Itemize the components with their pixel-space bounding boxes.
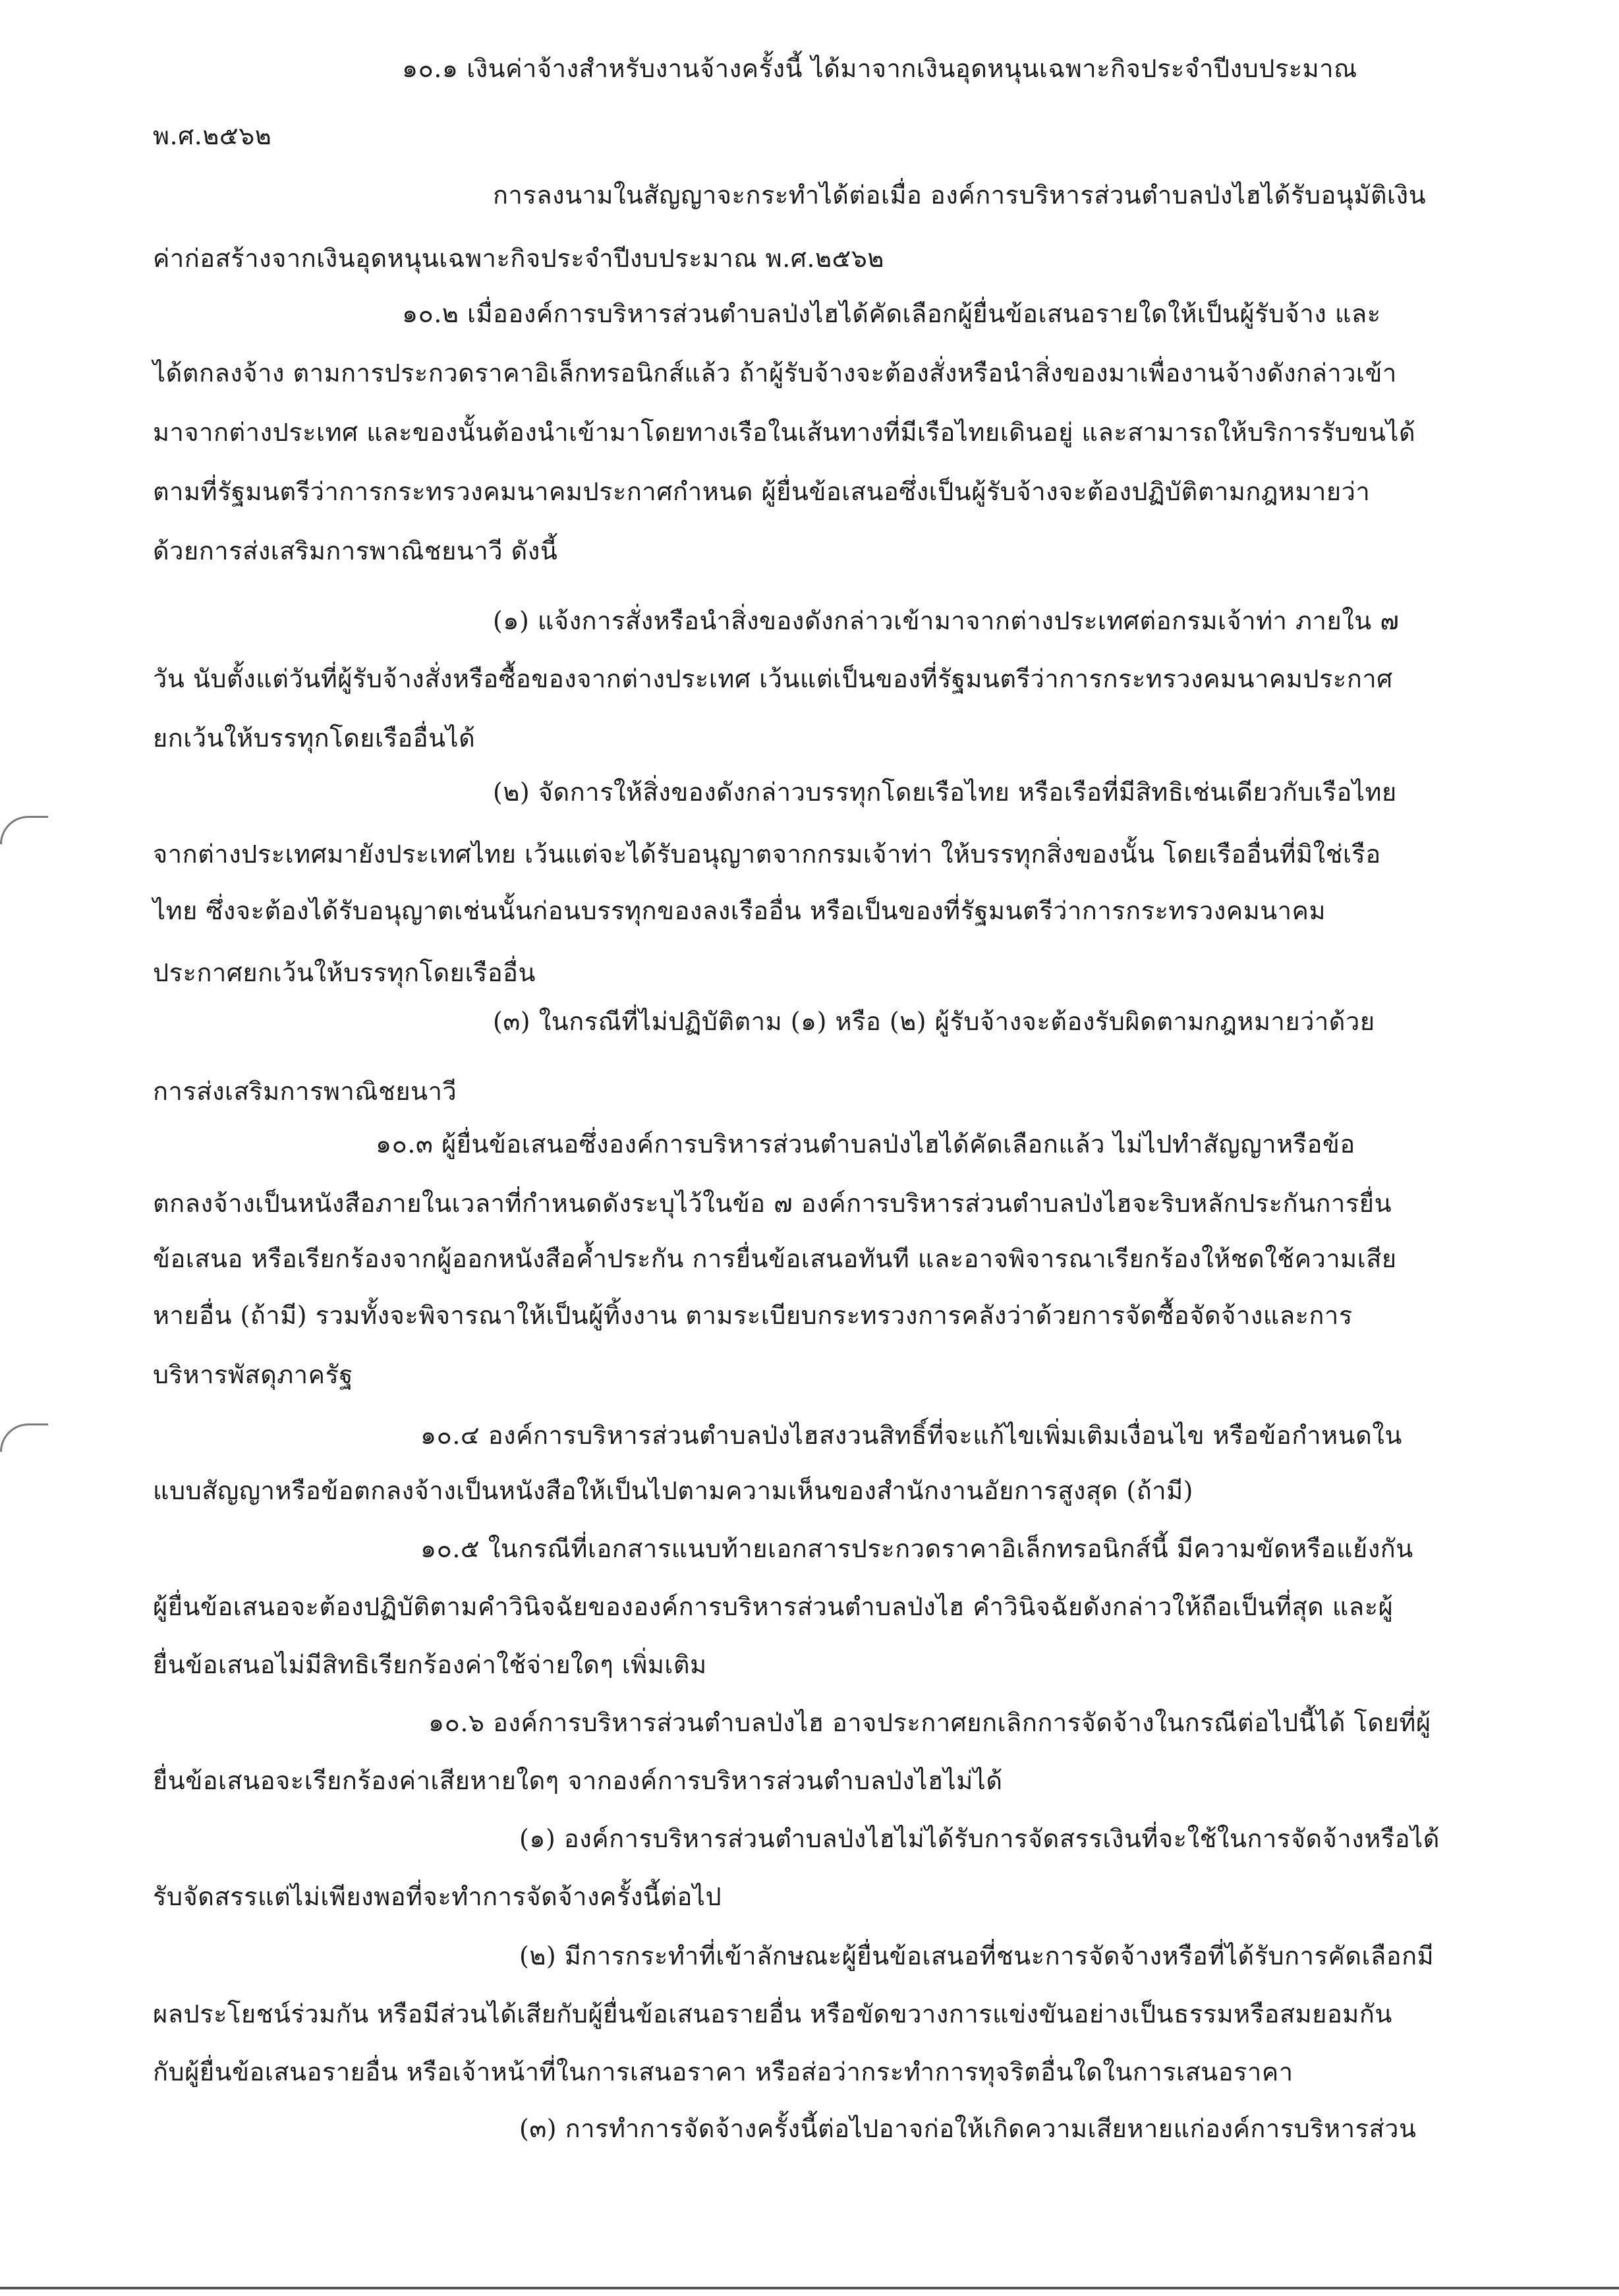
text-line: ๑๐.๑ เงินค่าจ้างสำหรับงานจ้างครั้งนี้ ได้มาจากเงินอุดหนุนเฉพาะกิจประจำปีงบประมาณ — [402, 54, 1357, 83]
text-line: (๒) มีการกระทำที่เข้าลักษณะผู้ยื่นข้อเสนอที่ชนะการจัดจ้างหรือที่ได้รับการคัดเลือกมี — [519, 1941, 1434, 1970]
text-line: ได้ตกลงจ้าง ตามการประกวดราคาอิเล็กทรอนิกส์แล้ว ถ้าผู้รับจ้างจะต้องสั่งหรือนำสิ่งของมาเพื่องานจ้างดังกล่าวเข้า — [153, 359, 1397, 387]
text-line: การส่งเสริมการพาณิชยนาวี — [153, 1077, 457, 1106]
text-line: พ.ศ.๒๕๖๒ — [153, 121, 272, 150]
text-line: ผลประโยชน์ร่วมกัน หรือมีส่วนได้เสียกับผู้ยื่นข้อเสนอรายอื่น หรือขัดขวางการแข่งขันอย่างเป็นธรรมหรือสมยอมกัน — [153, 1999, 1392, 2028]
text-line: ข้อเสนอ หรือเรียกร้องจากผู้ออกหนังสือค้ำประกัน การยื่นข้อเสนอทันที และอาจพิจารณาเรียกร้องให้ชดใช้ความเสีย — [153, 1244, 1397, 1273]
text-line: ตกลงจ้างเป็นหนังสือภายในเวลาที่กำหนดดังระบุไว้ในข้อ ๗ องค์การบริหารส่วนตำบลป่งไฮจะริบหลักประกันการยื่น — [153, 1189, 1392, 1218]
text-line: รับจัดสรรแต่ไม่เพียงพอที่จะทำการจัดจ้างครั้งนี้ต่อไป — [153, 1882, 722, 1911]
text-line: ประกาศยกเว้นให้บรรทุกโดยเรืออื่น — [153, 958, 536, 987]
text-line: (๓) ในกรณีที่ไม่ปฏิบัติตาม (๑) หรือ (๒) ผู้รับจ้างจะต้องรับผิดตามกฎหมายว่าด้วย — [493, 1007, 1375, 1036]
text-line: ยื่นข้อเสนอจะเรียกร้องค่าเสียหายใดๆ จากองค์การบริหารส่วนตำบลป่งไฮไม่ได้ — [153, 1766, 1003, 1795]
text-line: (๒) จัดการให้สิ่งของดังกล่าวบรรทุกโดยเรือไทย หรือเรือที่มีสิทธิเช่นเดียวกับเรือไทย — [493, 778, 1397, 807]
text-line: ผู้ยื่นข้อเสนอจะต้องปฏิบัติตามคำวินิจฉัยขององค์การบริหารส่วนตำบลป่งไฮ คำวินิจฉัยดังกล่าวให้ถือเป็นที่สุด และผู้ — [153, 1592, 1394, 1621]
text-line: กับผู้ยื่นข้อเสนอรายอื่น หรือเจ้าหน้าที่ในการเสนอราคา หรือส่อว่ากระทำการทุจริตอื่นใดในการเสนอราคา — [153, 2057, 1293, 2086]
text-line: ๑๐.๔ องค์การบริหารส่วนตำบลป่งไฮสงวนสิทธิ์ที่จะแก้ไขเพิ่มเติมเงื่อนไข หรือข้อกำหนดใน — [420, 1421, 1402, 1450]
text-line: ตามที่รัฐมนตรีว่าการกระทรวงคมนาคมประกาศกำหนด ผู้ยื่นข้อเสนอซึ่งเป็นผู้รับจ้างจะต้องปฏิบัติตามกฎหมายว่า — [153, 477, 1371, 506]
text-line: ด้วยการส่งเสริมการพาณิชยนาวี ดังนี้ — [153, 536, 558, 565]
text-line: ๑๐.๖ องค์การบริหารส่วนตำบลป่งไฮ อาจประกาศยกเลิกการจัดจ้างในกรณีต่อไปนี้ได้ โดยที่ผู้ — [428, 1708, 1431, 1737]
text-line: มาจากต่างประเทศ และของนั้นต้องนำเข้ามาโดยทางเรือในเส้นทางที่มีเรือไทยเดินอยู่ และสามารถให้บริการรับขนได้ — [153, 418, 1416, 447]
text-line: แบบสัญญาหรือข้อตกลงจ้างเป็นหนังสือให้เป็นไปตามความเห็นของสำนักงานอัยการสูงสุด (ถ้ามี) — [153, 1476, 1193, 1505]
text-line: ๑๐.๒ เมื่อองค์การบริหารส่วนตำบลป่งไฮได้คัดเลือกผู้ยื่นข้อเสนอรายใดให้เป็นผู้รับจ้าง และ — [402, 299, 1381, 328]
text-line: ยื่นข้อเสนอไม่มีสิทธิเรียกร้องค่าใช้จ่ายใดๆ เพิ่มเติม — [153, 1650, 707, 1679]
text-line: ๑๐.๓ ผู้ยื่นข้อเสนอซึ่งองค์การบริหารส่วนตำบลป่งไฮได้คัดเลือกแล้ว ไม่ไปทำสัญญาหรือข้อ — [376, 1130, 1355, 1159]
bottom-edge-line — [0, 2287, 1619, 2289]
text-line: บริหารพัสดุภาครัฐ — [153, 1360, 353, 1389]
text-line: (๑) องค์การบริหารส่วนตำบลป่งไฮไม่ได้รับการจัดสรรเงินที่จะใช้ในการจัดจ้างหรือได้ — [519, 1824, 1440, 1853]
text-line: (๓) การทำการจัดจ้างครั้งนี้ต่อไปอาจก่อให้เกิดความเสียหายแก่องค์การบริหารส่วน — [519, 2114, 1417, 2143]
text-line: ไทย ซึ่งจะต้องได้รับอนุญาตเช่นนั้นก่อนบรรทุกของลงเรืออื่น หรือเป็นของที่รัฐมนตรีว่าการกระทรวงคมนาคม — [153, 896, 1326, 925]
text-line: หายอื่น (ถ้ามี) รวมทั้งจะพิจารณาให้เป็นผู้ทิ้งงาน ตามระเบียบกระทรวงการคลังว่าด้วยการจัดซื้อจัดจ้างและการ — [153, 1301, 1353, 1330]
text-line: วัน นับตั้งแต่วันที่ผู้รับจ้างสั่งหรือซื้อของจากต่างประเทศ เว้นแต่เป็นของที่รัฐมนตรีว่าการกระทรวงคมนาคมประกาศ — [153, 664, 1393, 693]
text-line: ค่าก่อสร้างจากเงินอุดหนุนเฉพาะกิจประจำปีงบประมาณ พ.ศ.๒๕๖๒ — [153, 244, 884, 273]
text-line: ยกเว้นให้บรรทุกโดยเรืออื่นได้ — [153, 724, 476, 753]
text-line: จากต่างประเทศมายังประเทศไทย เว้นแต่จะได้รับอนุญาตจากกรมเจ้าท่า ให้บรรทุกสิ่งของนั้น โดยเรืออื่นที่มิใช่เรือ — [153, 840, 1381, 869]
text-line: ๑๐.๕ ในกรณีที่เอกสารแนบท้ายเอกสารประกวดราคาอิเล็กทรอนิกส์นี้ มีความขัดหรือแย้งกัน — [420, 1534, 1413, 1563]
text-line: การลงนามในสัญญาจะกระทำได้ต่อเมื่อ องค์การบริหารส่วนตำบลป่งไฮได้รับอนุมัติเงิน — [493, 181, 1427, 210]
text-line: (๑) แจ้งการสั่งหรือนำสิ่งของดังกล่าวเข้ามาจากต่างประเทศต่อกรมเจ้าท่า ภายใน ๗ — [493, 606, 1400, 635]
